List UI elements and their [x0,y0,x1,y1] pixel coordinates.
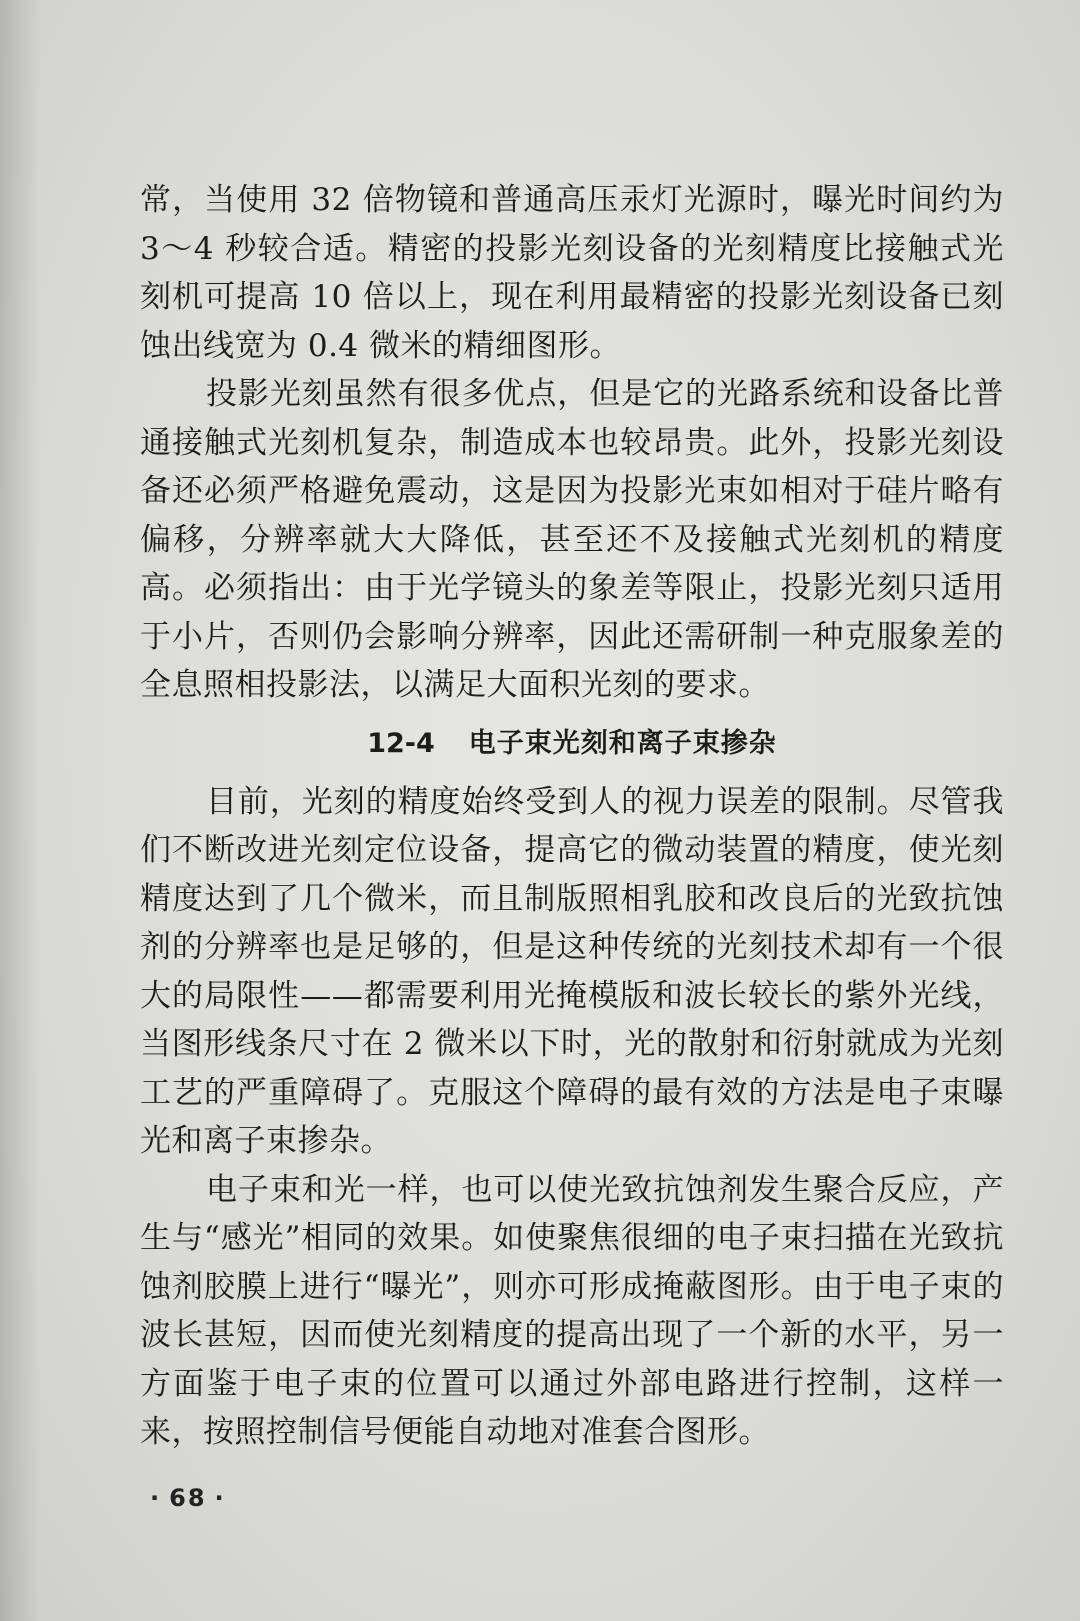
page-number: 68 [169,1484,207,1512]
section-heading [140,722,1004,766]
page-body [140,176,1004,1457]
footer-dot-left: · [150,1484,162,1512]
paragraph-3: 目前，光刻的精度始终受到人的视力误差的限制。尽管我们不断改进光刻定位设备，提高它的微动装置的精度，使光刻精度达到了几个微米，而且制版照相乳胶和改良后的光致抗蚀剂的分辨率也是足够的，但是这种传统的光刻技术却有一个很大的局限性——都需要利用光掩模版和波长较长的紫外光线，当图形线条尺寸在 2 微米以下时，光的散射和衍射就成为光刻工艺的严重障碍了。克服这个障碍的最有效的方法是电子束曝光和离子束掺杂。 [140,783,1004,1159]
paragraph-4: 电子束和光一样，也可以使光致抗蚀剂发生聚合反应，产生与“感光”相同的效果。如使聚焦很细的电子束扫描在光致抗蚀剂胶膜上进行“曝光”，则亦可形成掩蔽图形。由于电子束的波长甚短，因而使光刻精度的提高出现了一个新的水平，另一方面鉴于电子束的位置可以通过外部电路进行控制，这样一来，按照控制信号便能自动地对准套合图形。 [140,1171,1004,1450]
paragraph-2: 投影光刻虽然有很多优点，但是它的光路系统和设备比普通接触式光刻机复杂，制造成本也较昂贵。此外，投影光刻设备还必须严格避免震动，这是因为投影光束如相对于硅片略有偏移，分辨率就大大降低，甚至还不及接触式光刻机的精度高。必须指出：由于光学镜头的象差等限止，投影光刻只适用于小片，否则仍会影响分辨率，因此还需研制一种克服象差的全息照相投影法，以满足大面积光刻的要求。 [140,376,1004,703]
paragraph-1: 常，当使用 32 倍物镜和普通高压汞灯光源时，曝光时间约为 3～4 秒较合适。精密的投影光刻设备的光刻精度比接触式光刻机可提高 10 倍以上，现在利用最精密的投影光刻设备已刻蚀出线宽为 0.4 微米的精细图形。 [140,182,1004,364]
footer-dot-right: · [214,1484,226,1512]
section-title: 电子束光刻和离子束掺杂 [468,727,777,759]
page-edge-shadow [0,0,40,1621]
section-number: 12-4 [367,727,435,759]
page-footer [142,1484,234,1512]
